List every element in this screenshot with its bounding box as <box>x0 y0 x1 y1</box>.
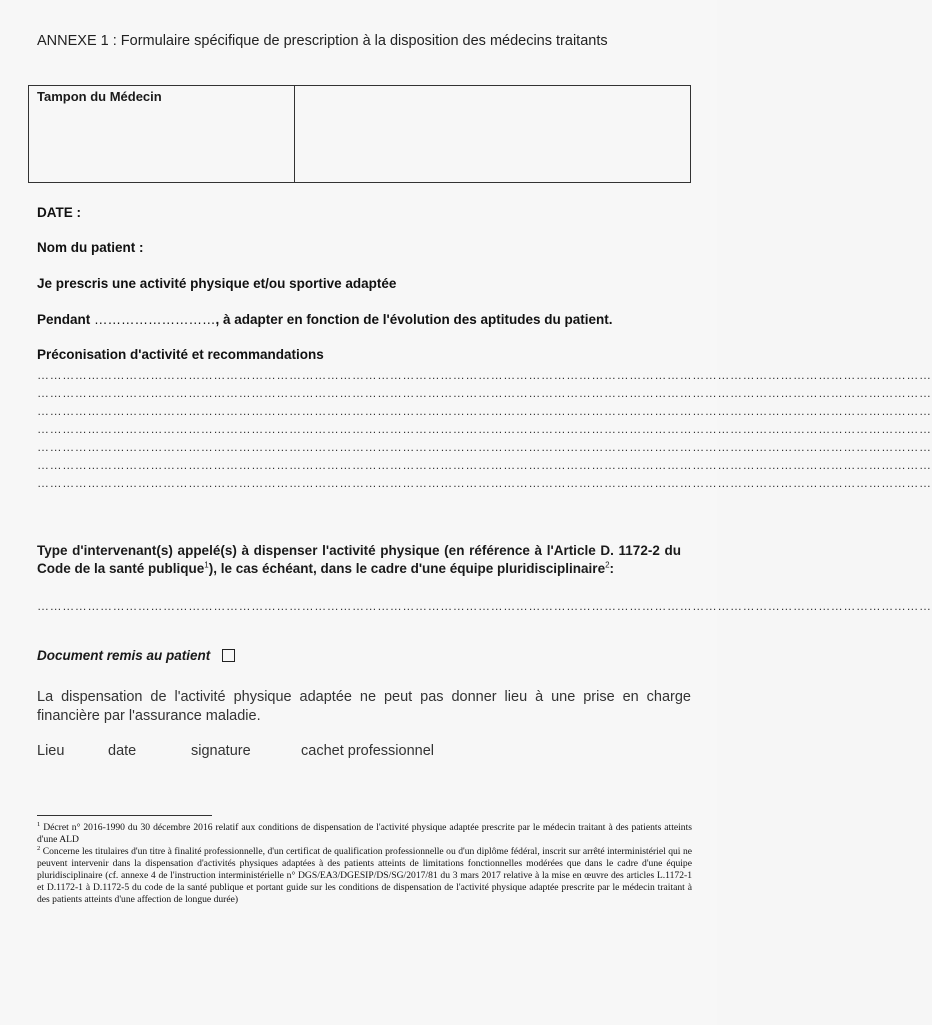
footnotes <box>37 822 692 906</box>
footnote-ref-1: 1 <box>204 560 209 570</box>
intervenant-text: : <box>609 561 615 576</box>
footnote-ref-2: 2 <box>605 560 610 570</box>
recommendations-line[interactable]: …………………………………………………………………………………………………………………………………………………………………………………………… <box>37 458 932 472</box>
recommendations-line[interactable]: …………………………………………………………………………………………………………………………………………………………………………………………… <box>37 440 932 454</box>
footnote-1-number: 1 <box>37 820 41 828</box>
duration-prefix: Pendant <box>37 312 91 327</box>
stamp-area[interactable] <box>295 86 690 182</box>
document-remis-checkbox[interactable] <box>222 649 235 662</box>
lieu-label: Lieu <box>37 743 65 759</box>
document-remis-row <box>37 648 235 663</box>
duration-input[interactable]: ……………………… <box>94 312 216 327</box>
footnote-2-number: 2 <box>37 844 41 852</box>
recommendations-line[interactable]: …………………………………………………………………………………………………………………………………………………………………………………………… <box>37 368 932 382</box>
recommendations-line[interactable]: …………………………………………………………………………………………………………………………………………………………………………………………… <box>37 404 932 418</box>
page-title: ANNEXE 1 : Formulaire spécifique de prescription à la disposition des médecins traitants <box>37 33 608 49</box>
signature-label: signature <box>191 743 251 759</box>
intervenant-line[interactable]: …………………………………………………………………………………………………………………………………………………………………………………………… <box>37 599 932 613</box>
doctor-stamp-box <box>28 85 691 183</box>
intervenant-type-paragraph <box>37 542 681 578</box>
footnote-1-text: Décret n° 2016-1990 du 30 décembre 2016 relatif aux conditions de dispensation de l'activité physique adaptée prescrite par le médecin traitant à des patients atteints d'une ALD <box>37 822 692 845</box>
intervenant-text: ), le cas échéant, dans le cadre d'une équipe pluridisciplinaire <box>208 561 606 576</box>
stamp-label: Tampon du Médecin <box>29 86 295 182</box>
recommendations-line[interactable]: …………………………………………………………………………………………………………………………………………………………………………………………… <box>37 386 932 400</box>
footnote-2 <box>37 846 692 906</box>
date-signature-label: date <box>108 743 137 759</box>
footnote-divider <box>37 815 212 816</box>
recommendations-line[interactable]: …………………………………………………………………………………………………………………………………………………………………………………………… <box>37 476 932 490</box>
footnote-2-text: Concerne les titulaires d'un titre à finalité professionnelle, d'un certificat de qualification professionnelle ou d'un diplôme fédéral, inscrit sur arrêté interministériel qui ne peuvent intervenir dans la dispensation d'activités physiques adaptées à des patients atteints de limitations fonctionnelles modérées que dans le cadre d'une équipe pluridisciplinaire (cf. annexe 4 de l'instruction interministérielle n° DGS/EA3/DGESIP/DS/SG/2017/81 du 3 mars 2017 relative à la mise en œuvre des articles L.1172-1 et D.1172-1 à D.1172-5 du code de la santé publique et portant guide sur les conditions de dispensation de l'activité physique adaptée prescrite par le médecin traitant à des patients atteints d'une affection de longue durée) <box>37 846 692 905</box>
duration-line <box>37 312 613 327</box>
recommendations-title: Préconisation d'activité et recommandations <box>37 347 324 362</box>
date-label: DATE : <box>37 205 81 220</box>
recommendations-line[interactable]: …………………………………………………………………………………………………………………………………………………………………………………………… <box>37 422 932 436</box>
prescription-statement: Je prescris une activité physique et/ou sportive adaptée <box>37 276 397 291</box>
intervenant-text: Type d'intervenant(s) appelé(s) à dispenser l'activité physique (en référence à l'Article D. 1172-2 du Code de la santé publique <box>37 543 681 576</box>
duration-suffix: , à adapter en fonction de l'évolution des aptitudes du patient. <box>215 312 613 327</box>
footnote-1 <box>37 822 692 846</box>
patient-name-label: Nom du patient : <box>37 240 144 255</box>
cachet-label: cachet professionnel <box>301 743 434 759</box>
dispensation-notice: La dispensation de l'activité physique adaptée ne peut pas donner lieu à une prise en charge financière par l'assurance maladie. <box>37 689 691 724</box>
document-remis-label: Document remis au patient <box>37 648 211 663</box>
